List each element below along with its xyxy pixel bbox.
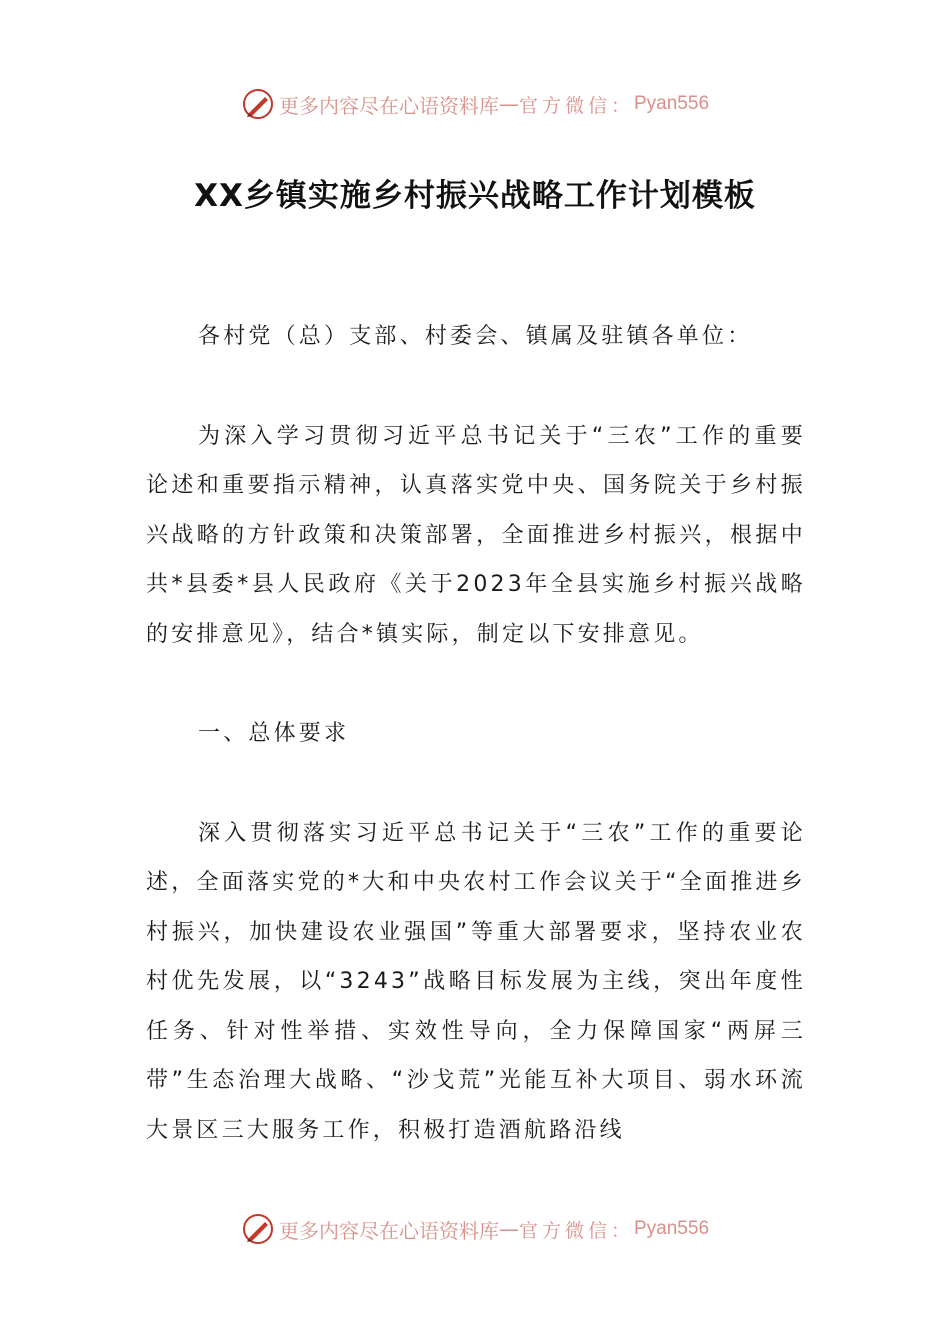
pen-logo-icon: [241, 1212, 275, 1246]
document-title: XX乡镇实施乡村振兴战略工作计划模板: [194, 178, 756, 214]
banner-official-label: 官方微信：: [518, 1219, 634, 1242]
banner-handle: Pyan556: [634, 1218, 710, 1239]
banner-text: 更多内容尽在心语资料库: [278, 93, 499, 118]
banner-separator: —: [498, 1217, 519, 1241]
banner-official-label: 官方微信：: [518, 94, 634, 117]
section-paragraph: 深入贯彻落实习近平总书记关于“三农”工作的重要论述，全面落实党的*大和中央农村工作会议关于“全面推进乡村振兴，加快建设农业强国”等重大部署要求，坚持农业农村优先发展，以“3243”战略目标发展为主线，突出年度性任务、针对性举措、实效性导向，全力保障国家“两屏三带”生态治理大战略、“沙戈荒”光能互补大项目、弱水环流大景区三大服务工作，积极打造酒航路沿线: [146, 820, 806, 1143]
banner-text: 更多内容尽在心语资料库: [278, 1218, 499, 1243]
section-heading: 一、总体要求: [198, 721, 350, 746]
header-banner: [0, 86, 950, 122]
pen-logo-icon: [241, 87, 275, 121]
banner-separator: —: [498, 92, 519, 116]
intro-paragraph: 为深入学习贯彻习近平总书记关于“三农”工作的重要论述和重要指示精神，认真落实党中央、国务院关于乡村振兴战略的方针政策和决策部署，全面推进乡村振兴，根据中共*县委*县人民政府《关于2023年全县实施乡村振兴战略的安排意见》，结合*镇实际，制定以下安排意见。: [146, 423, 806, 647]
banner-handle: Pyan556: [634, 93, 710, 114]
salutation: 各村党（总）支部、村委会、镇属及驻镇各单位：: [198, 324, 753, 349]
footer-banner: [0, 1211, 950, 1247]
document-body: [146, 312, 806, 1155]
